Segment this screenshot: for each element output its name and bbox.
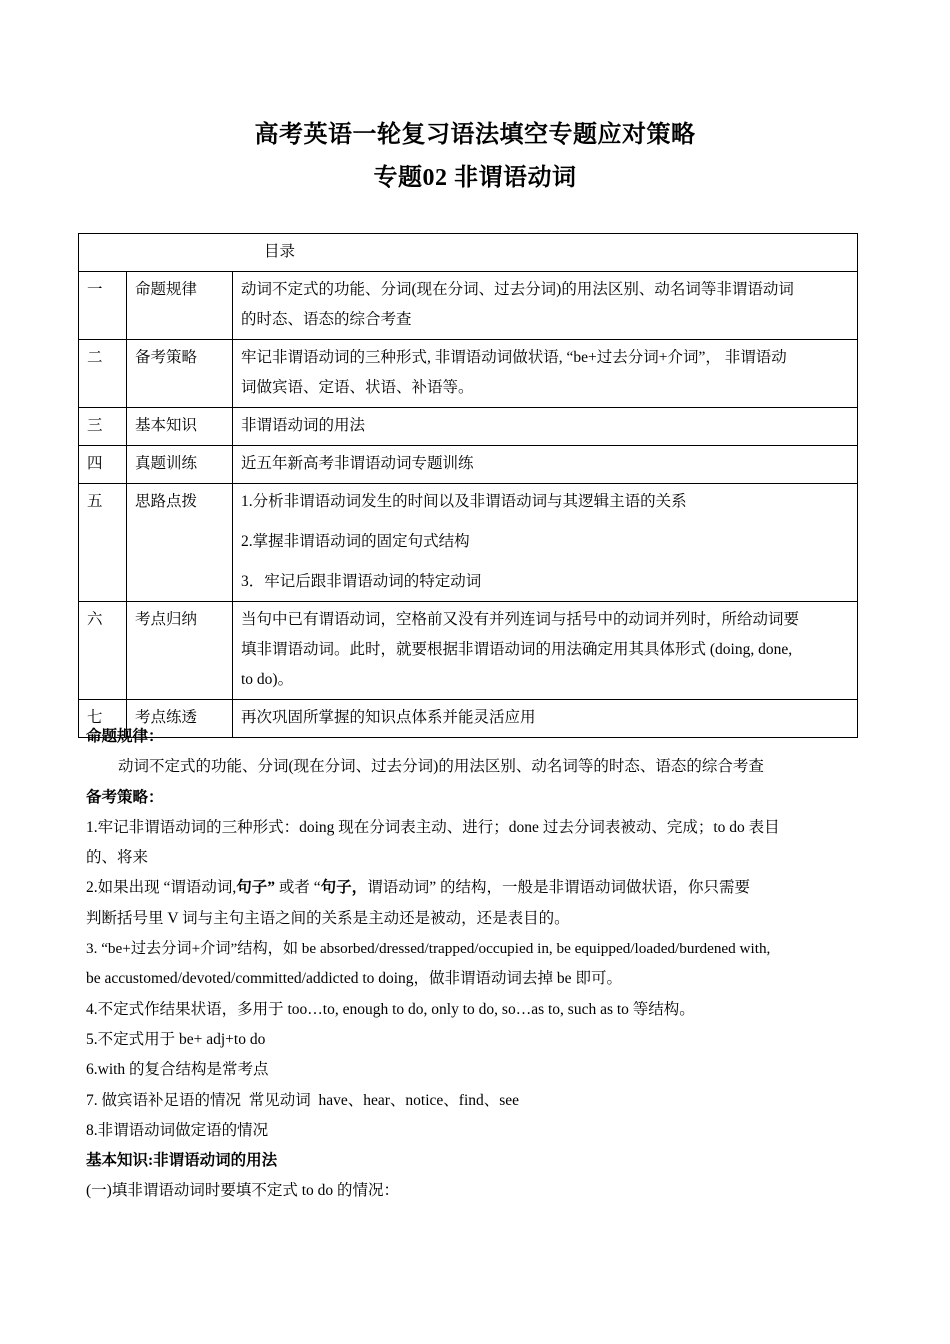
- rule-heading: 命题规律：: [86, 728, 164, 745]
- strategy-item: 的、将来: [86, 849, 149, 867]
- toc-name: 命题规律: [127, 272, 233, 340]
- toc-desc-line: 动词不定式的功能、分词(现在分词、过去分词)的用法区别、动名词等非谓语动词: [241, 281, 794, 298]
- toc-row: [79, 484, 858, 602]
- toc-num: 七: [79, 700, 127, 738]
- page-subtitle: 专题02 非谓语动词: [373, 165, 577, 191]
- toc-desc-line: 3．牢记后跟非谓语动词的特定动词: [241, 573, 482, 590]
- toc-num: 一: [79, 272, 127, 340]
- toc-row: [79, 340, 858, 408]
- rule-text: 动词不定式的功能、分词(现在分词、过去分词)的用法区别、动名词等的时态、语态的综合考查: [118, 758, 764, 776]
- toc-table: [78, 233, 858, 738]
- toc-desc: [233, 340, 858, 408]
- toc-desc-line: 的时态、语态的综合考查: [241, 311, 412, 328]
- toc-desc: [233, 602, 858, 700]
- toc-desc-line: 当句中已有谓语动词，空格前又没有并列连词与括号中的动词并列时，所给动词要: [241, 611, 800, 628]
- toc-desc-line: 1.分析非谓语动词发生的时间以及非谓语动词与其逻辑主语的关系: [241, 493, 687, 510]
- toc-num: 五: [79, 484, 127, 602]
- strategy-item-2: [86, 873, 866, 903]
- strategy-item: 7. 做宾语补足语的情况 常见动词 have、hear、notice、find、see: [86, 1091, 520, 1109]
- toc-name: 备考策略: [127, 340, 233, 408]
- toc-header: 目录: [79, 234, 858, 272]
- strategy-item: 判断括号里 V 词与主句主语之间的关系是主动还是被动，还是表目的。: [86, 909, 570, 927]
- toc-name: 思路点拨: [127, 484, 233, 602]
- toc-desc-line: 词做宾语、定语、状语、补语等。: [241, 379, 474, 396]
- strategy-item: 5.不定式用于 be+ adj+to do: [86, 1030, 266, 1048]
- toc-row: [79, 602, 858, 700]
- toc-num: 二: [79, 340, 127, 408]
- toc-header-row: [79, 234, 858, 272]
- strategy-heading: 备考策略：: [86, 788, 164, 806]
- toc-desc: [233, 484, 858, 602]
- strategy-item: 3. “be+过去分词+介词”结构，如 be absorbed/dressed/trapped/occupied in, be equipped/loaded/burdened with,: [86, 940, 771, 958]
- toc-desc-line: 牢记非谓语动词的三种形式, 非谓语动词做状语, “be+过去分词+介词”， 非谓语动: [241, 349, 787, 366]
- basic-heading: 基本知识:非谓语动词的用法: [86, 1152, 278, 1170]
- toc-num: 四: [79, 446, 127, 484]
- toc-desc-line: 填非谓语动词。此时，就要根据非谓语动词的用法确定用其具体形式 (doing, done,: [241, 641, 793, 658]
- toc-desc-line: 再次巩固所掌握的知识点体系并能灵活应用: [241, 709, 536, 726]
- basic-subheading: (一)填非谓语动词时要填不定式 to do 的情况：: [86, 1182, 400, 1200]
- toc-desc-line: 2.掌握非谓语动词的固定句式结构: [241, 533, 470, 550]
- document-body: [86, 722, 866, 1207]
- item2-post: 谓语动词” 的结构，一般是非谓语动词做状语，你只需要: [367, 879, 750, 897]
- toc-num: 三: [79, 408, 127, 446]
- toc-name: 考点归纳: [127, 602, 233, 700]
- strategy-item: be accustomed/devoted/committed/addicted to doing，做非谓语动词去掉 be 即可。: [86, 970, 622, 988]
- toc-row: [79, 446, 858, 484]
- item2-bold: 句子，: [320, 879, 368, 897]
- strategy-item: 4.不定式作结果状语，多用于 too…to, enough to do, only to do, so…as to, such as to 等结构。: [86, 1000, 695, 1018]
- toc-row: [79, 408, 858, 446]
- toc-desc: [233, 272, 858, 340]
- toc-desc-line: 近五年新高考非谓语动词专题训练: [241, 455, 474, 472]
- item2-mid: 或者 “: [275, 879, 321, 897]
- page-title: 高考英语一轮复习语法填空专题应对策略: [254, 122, 696, 148]
- toc-desc: [233, 408, 858, 446]
- strategy-item: 6.with 的复合结构是常考点: [86, 1061, 269, 1079]
- strategy-item: 8.非谓语动词做定语的情况: [86, 1121, 269, 1139]
- item2-bold: 句子”: [236, 879, 276, 897]
- toc-row: [79, 272, 858, 340]
- strategy-item: 1.牢记非谓语动词的三种形式：doing 现在分词表主动、进行；done 过去分词表被动、完成；to do 表目: [86, 818, 780, 836]
- toc-desc: [233, 446, 858, 484]
- item2-pre: 2.如果出现 “谓语动词,: [86, 879, 237, 897]
- toc-num: 六: [79, 602, 127, 700]
- toc-desc-line: 非谓语动词的用法: [241, 417, 366, 434]
- toc-name: 基本知识: [127, 408, 233, 446]
- toc-desc-line: to do)。: [241, 671, 294, 688]
- toc-name: 真题训练: [127, 446, 233, 484]
- toc-name: 考点练透: [127, 700, 233, 738]
